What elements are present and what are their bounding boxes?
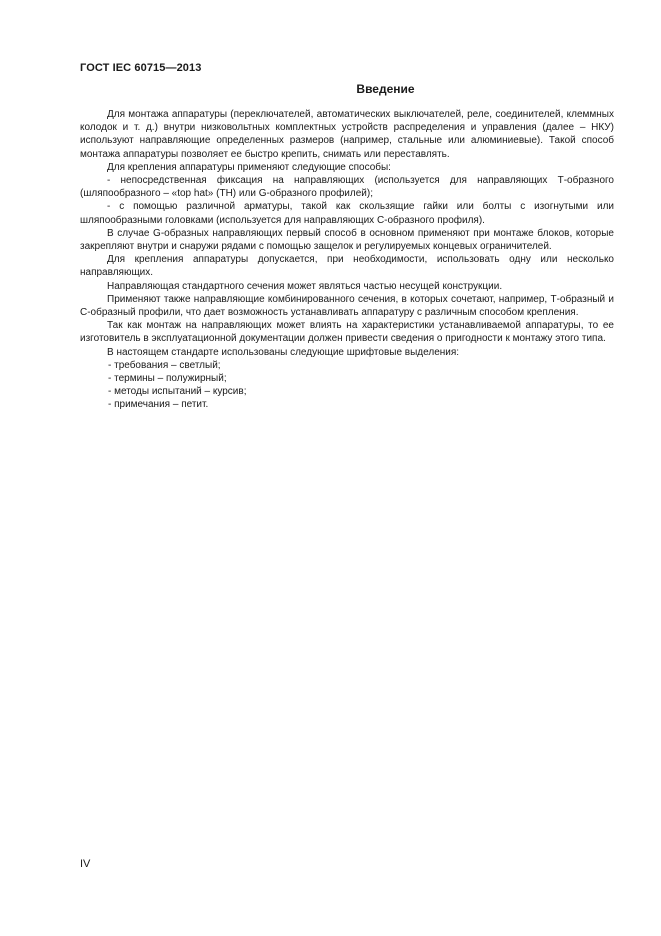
section-title: Введение <box>356 82 415 96</box>
list-item-font-terms: - термины – полужирный; <box>108 373 227 385</box>
list-item-font-notes: - примечания – петит. <box>108 399 209 411</box>
list-item-font-test-methods: - методы испытаний – курсив; <box>108 386 247 398</box>
list-item-direct-fixing: - непосредственная фиксация на направляющих (используется для направляющих Т-образного (шляпообразного – «top hat» (TH) или G-образного профилей); <box>80 175 614 200</box>
page-number: IV <box>80 858 91 870</box>
paragraph-intro: Для монтажа аппаратуры (переключателей, автоматических выключателей, реле, соединителей, клеммных колодок и т. д.) внутри низковольтных комплектных устройств распределения и управления (далее – НКУ) используют направляющие определенных размеров (например, стальные или алюминиевые). Такой способ монтажа аппаратуры позволяет ее быстро крепить, снимать или переставлять. <box>80 109 614 160</box>
list-item-fittings: - с помощью различной арматуры, такой как скользящие гайки или болты с изогнутыми или шляпообразными головками (используется для направляющих С-образного профиля). <box>80 201 614 226</box>
paragraph-fonts-lead: В настоящем стандарте использованы следующие шрифтовые выделения: <box>107 346 460 358</box>
paragraph-manufacturer-info: Так как монтаж на направляющих может влиять на характеристики устанавливаемой аппаратуры, то ее изготовитель в эксплуатационной документации должен привести сведения о пригодности к монтажу этого типа. <box>80 320 614 345</box>
document-body <box>80 108 614 412</box>
document-header: ГОСТ IEC 60715—2013 <box>80 62 202 74</box>
paragraph-methods-lead: Для крепления аппаратуры применяют следующие способы: <box>107 161 391 173</box>
paragraph-g-rails: В случае G-образных направляющих первый способ в основном применяют при монтаже блоков, которые закрепляют внутри и снаружи рядами с помощью защелок и регулируемых концевых ограничителей. <box>80 227 614 253</box>
paragraph-load-bearing: Направляющая стандартного сечения может являться частью несущей конструкции. <box>107 280 503 292</box>
paragraph-multiple-rails: Для крепления аппаратуры допускается, при необходимости, использовать одну или несколько направляющих. <box>80 254 614 279</box>
list-item-font-requirements: - требования – светлый; <box>108 359 221 371</box>
paragraph-combined-section: Применяют также направляющие комбинированного сечения, в которых сочетают, например, Т-образный и С-образный профили, что дает возможность устанавливать аппаратуру с различным способом крепления. <box>80 293 614 319</box>
